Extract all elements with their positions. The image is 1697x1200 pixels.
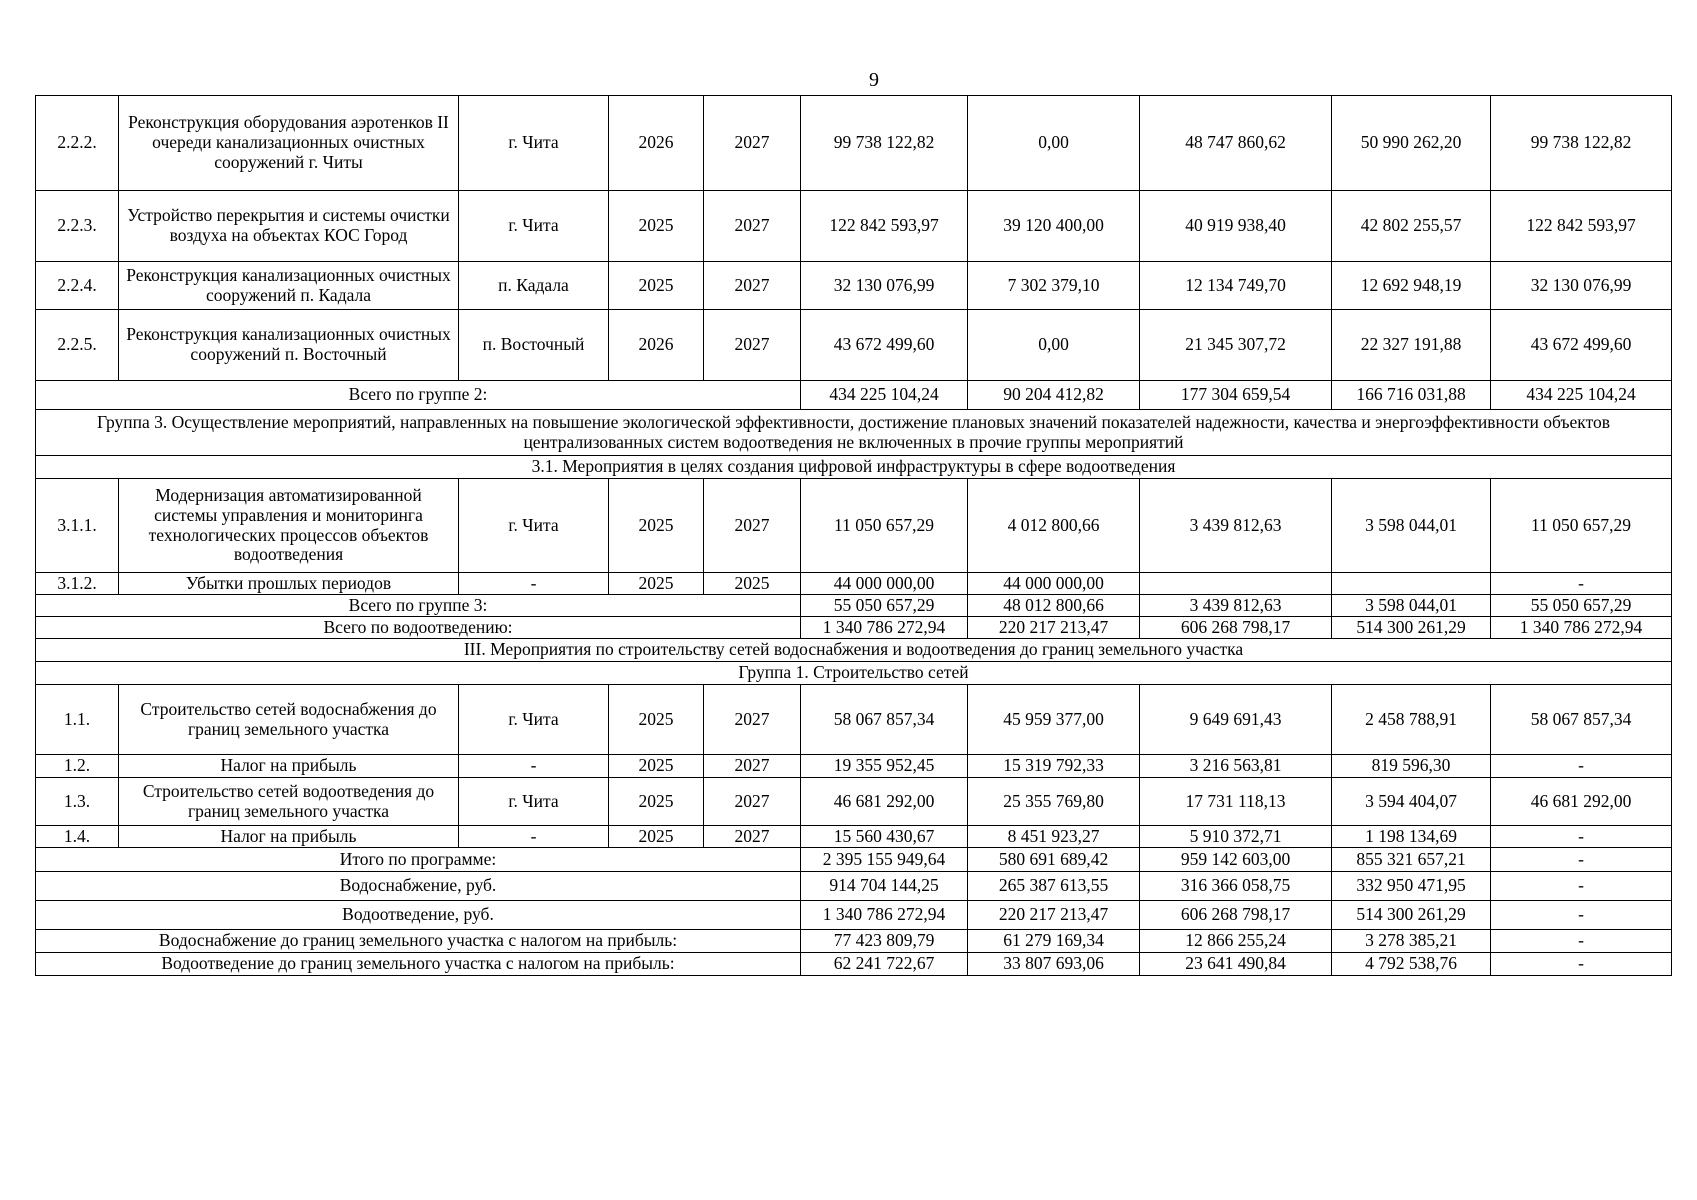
row-end-year: 2027 <box>704 262 801 310</box>
summary-2026: 316 366 058,75 <box>1140 872 1332 901</box>
row-last: 58 067 857,34 <box>1491 685 1672 755</box>
row-2026: 40 919 938,40 <box>1140 191 1332 262</box>
row-start-year: 2025 <box>609 755 704 778</box>
row-2026: 21 345 307,72 <box>1140 310 1332 381</box>
group-total-2026: 3 439 812,63 <box>1140 595 1332 617</box>
group-total-2026: 177 304 659,54 <box>1140 381 1332 410</box>
row-last: 122 842 593,97 <box>1491 191 1672 262</box>
summary-label: Водоотведение до границ земельного участка с налогом на прибыль: <box>36 953 801 976</box>
summary-row <box>36 872 1672 901</box>
row-start-year: 2025 <box>609 262 704 310</box>
row-last: - <box>1491 755 1672 778</box>
row-2026: 12 134 749,70 <box>1140 262 1332 310</box>
row-total: 15 560 430,67 <box>801 826 968 848</box>
row-2027: 3 594 404,07 <box>1332 778 1491 826</box>
row-2025: 44 000 000,00 <box>968 573 1140 595</box>
row-total: 44 000 000,00 <box>801 573 968 595</box>
row-total: 32 130 076,99 <box>801 262 968 310</box>
row-2027: 1 198 134,69 <box>1332 826 1491 848</box>
row-2027: 22 327 191,88 <box>1332 310 1491 381</box>
group-total-2027: 166 716 031,88 <box>1332 381 1491 410</box>
row-name: Устройство перекрытия и системы очистки воздуха на объектах КОС Город <box>119 191 459 262</box>
summary-row <box>36 953 1672 976</box>
row-total: 99 738 122,82 <box>801 96 968 191</box>
row-start-year: 2025 <box>609 573 704 595</box>
summary-total: 1 340 786 272,94 <box>801 901 968 930</box>
row-2027: 12 692 948,19 <box>1332 262 1491 310</box>
row-2026: 9 649 691,43 <box>1140 685 1332 755</box>
row-2025: 15 319 792,33 <box>968 755 1140 778</box>
row-name: Убытки прошлых периодов <box>119 573 459 595</box>
row-end-year: 2025 <box>704 573 801 595</box>
row-number: 2.2.4. <box>36 262 119 310</box>
row-2026: 48 747 860,62 <box>1140 96 1332 191</box>
wastewater-total-2027: 514 300 261,29 <box>1332 617 1491 639</box>
row-number: 3.1.2. <box>36 573 119 595</box>
summary-2025: 580 691 689,42 <box>968 848 1140 872</box>
row-2025: 25 355 769,80 <box>968 778 1140 826</box>
group-total-last: 434 225 104,24 <box>1491 381 1672 410</box>
group-total-2027: 3 598 044,01 <box>1332 595 1491 617</box>
row-location: г. Чита <box>459 685 609 755</box>
row-number: 1.4. <box>36 826 119 848</box>
row-name: Налог на прибыль <box>119 826 459 848</box>
row-end-year: 2027 <box>704 479 801 573</box>
group-header-row <box>36 410 1672 456</box>
summary-row <box>36 930 1672 953</box>
row-number: 2.2.5. <box>36 310 119 381</box>
row-2025: 45 959 377,00 <box>968 685 1140 755</box>
row-location: г. Чита <box>459 778 609 826</box>
row-last: 99 738 122,82 <box>1491 96 1672 191</box>
row-start-year: 2025 <box>609 191 704 262</box>
row-end-year: 2027 <box>704 310 801 381</box>
row-total: 43 672 499,60 <box>801 310 968 381</box>
table-row <box>36 573 1672 595</box>
row-number: 1.1. <box>36 685 119 755</box>
summary-2027: 514 300 261,29 <box>1332 901 1491 930</box>
section-header-row <box>36 639 1672 662</box>
row-start-year: 2025 <box>609 778 704 826</box>
table-row <box>36 191 1672 262</box>
summary-2025: 265 387 613,55 <box>968 872 1140 901</box>
row-2027: 819 596,30 <box>1332 755 1491 778</box>
row-2026: 3 439 812,63 <box>1140 479 1332 573</box>
summary-2026: 12 866 255,24 <box>1140 930 1332 953</box>
table-row <box>36 826 1672 848</box>
row-last: 11 050 657,29 <box>1491 479 1672 573</box>
row-2025: 7 302 379,10 <box>968 262 1140 310</box>
row-end-year: 2027 <box>704 685 801 755</box>
summary-last: - <box>1491 953 1672 976</box>
wastewater-total-2026: 606 268 798,17 <box>1140 617 1332 639</box>
table-row <box>36 479 1672 573</box>
row-location: г. Чита <box>459 479 609 573</box>
row-number: 1.3. <box>36 778 119 826</box>
program-table <box>35 95 1672 976</box>
row-start-year: 2026 <box>609 96 704 191</box>
summary-2025: 33 807 693,06 <box>968 953 1140 976</box>
wastewater-total-total: 1 340 786 272,94 <box>801 617 968 639</box>
summary-2026: 606 268 798,17 <box>1140 901 1332 930</box>
group-total-2025: 48 012 800,66 <box>968 595 1140 617</box>
table-row <box>36 778 1672 826</box>
group-total-label: Всего по группе 3: <box>36 595 801 617</box>
row-location: г. Чита <box>459 191 609 262</box>
group-total-label: Всего по группе 2: <box>36 381 801 410</box>
group-total-2025: 90 204 412,82 <box>968 381 1140 410</box>
subgroup-header-row <box>36 456 1672 479</box>
row-total: 122 842 593,97 <box>801 191 968 262</box>
summary-total: 77 423 809,79 <box>801 930 968 953</box>
row-end-year: 2027 <box>704 826 801 848</box>
summary-last: - <box>1491 930 1672 953</box>
row-last: 32 130 076,99 <box>1491 262 1672 310</box>
row-total: 58 067 857,34 <box>801 685 968 755</box>
row-2026 <box>1140 573 1332 595</box>
section3-header: III. Мероприятия по строительству сетей водоснабжения и водоотведения до границ земельного участка <box>36 639 1672 662</box>
subgroup31-header: 3.1. Мероприятия в целях создания цифровой инфраструктуры в сфере водоотведения <box>36 456 1672 479</box>
row-end-year: 2027 <box>704 755 801 778</box>
row-2027 <box>1332 573 1491 595</box>
group-total-row <box>36 381 1672 410</box>
wastewater-total-2025: 220 217 213,47 <box>968 617 1140 639</box>
table-row <box>36 685 1672 755</box>
row-2026: 3 216 563,81 <box>1140 755 1332 778</box>
row-total: 46 681 292,00 <box>801 778 968 826</box>
summary-2025: 61 279 169,34 <box>968 930 1140 953</box>
row-name: Строительство сетей водоснабжения до границ земельного участка <box>119 685 459 755</box>
row-2025: 4 012 800,66 <box>968 479 1140 573</box>
row-start-year: 2025 <box>609 685 704 755</box>
group-header-row <box>36 662 1672 685</box>
summary-last: - <box>1491 872 1672 901</box>
summary-label: Итого по программе: <box>36 848 801 872</box>
summary-total: 62 241 722,67 <box>801 953 968 976</box>
row-start-year: 2025 <box>609 479 704 573</box>
group1-header: Группа 1. Строительство сетей <box>36 662 1672 685</box>
row-total: 19 355 952,45 <box>801 755 968 778</box>
table-row <box>36 96 1672 191</box>
row-last: - <box>1491 826 1672 848</box>
row-number: 3.1.1. <box>36 479 119 573</box>
group3-header: Группа 3. Осуществление мероприятий, направленных на повышение экологической эффективности, достижение плановых значений показателей надежности, качества и энергоэффективности объектов централизованных систем водоотведения не включенных в прочие группы мероприятий <box>36 410 1672 456</box>
row-location: п. Восточный <box>459 310 609 381</box>
row-2026: 17 731 118,13 <box>1140 778 1332 826</box>
page-number: 9 <box>869 69 879 91</box>
group-total-total: 434 225 104,24 <box>801 381 968 410</box>
summary-2026: 23 641 490,84 <box>1140 953 1332 976</box>
row-2025: 39 120 400,00 <box>968 191 1140 262</box>
summary-2027: 855 321 657,21 <box>1332 848 1491 872</box>
row-location: г. Чита <box>459 96 609 191</box>
row-number: 2.2.2. <box>36 96 119 191</box>
summary-label: Водоотведение, руб. <box>36 901 801 930</box>
row-2027: 50 990 262,20 <box>1332 96 1491 191</box>
table-row <box>36 310 1672 381</box>
summary-2027: 3 278 385,21 <box>1332 930 1491 953</box>
row-end-year: 2027 <box>704 96 801 191</box>
row-2025: 8 451 923,27 <box>968 826 1140 848</box>
row-2026: 5 910 372,71 <box>1140 826 1332 848</box>
summary-row <box>36 901 1672 930</box>
row-end-year: 2027 <box>704 778 801 826</box>
row-location: - <box>459 573 609 595</box>
row-start-year: 2026 <box>609 310 704 381</box>
row-name: Реконструкция оборудования аэротенков II очереди канализационных очистных сооружений г. Читы <box>119 96 459 191</box>
summary-label: Водоснабжение до границ земельного участка с налогом на прибыль: <box>36 930 801 953</box>
row-last: 43 672 499,60 <box>1491 310 1672 381</box>
row-total: 11 050 657,29 <box>801 479 968 573</box>
row-2027: 2 458 788,91 <box>1332 685 1491 755</box>
row-last: - <box>1491 573 1672 595</box>
wastewater-total-row <box>36 617 1672 639</box>
summary-2026: 959 142 603,00 <box>1140 848 1332 872</box>
group-total-last: 55 050 657,29 <box>1491 595 1672 617</box>
row-2027: 3 598 044,01 <box>1332 479 1491 573</box>
group-total-row <box>36 595 1672 617</box>
row-name: Налог на прибыль <box>119 755 459 778</box>
summary-2027: 4 792 538,76 <box>1332 953 1491 976</box>
table-row <box>36 755 1672 778</box>
summary-total: 2 395 155 949,64 <box>801 848 968 872</box>
row-2025: 0,00 <box>968 310 1140 381</box>
summary-last: - <box>1491 848 1672 872</box>
row-name: Реконструкция канализационных очистных сооружений п. Кадала <box>119 262 459 310</box>
wastewater-total-label: Всего по водоотведению: <box>36 617 801 639</box>
row-number: 2.2.3. <box>36 191 119 262</box>
row-end-year: 2027 <box>704 191 801 262</box>
row-2025: 0,00 <box>968 96 1140 191</box>
summary-row <box>36 848 1672 872</box>
wastewater-total-last: 1 340 786 272,94 <box>1491 617 1672 639</box>
row-name: Модернизация автоматизированной системы управления и мониторинга технологических процессов объектов водоотведения <box>119 479 459 573</box>
row-location: - <box>459 826 609 848</box>
row-last: 46 681 292,00 <box>1491 778 1672 826</box>
summary-2027: 332 950 471,95 <box>1332 872 1491 901</box>
row-location: - <box>459 755 609 778</box>
row-2027: 42 802 255,57 <box>1332 191 1491 262</box>
row-number: 1.2. <box>36 755 119 778</box>
summary-2025: 220 217 213,47 <box>968 901 1140 930</box>
row-location: п. Кадала <box>459 262 609 310</box>
row-name: Реконструкция канализационных очистных сооружений п. Восточный <box>119 310 459 381</box>
summary-total: 914 704 144,25 <box>801 872 968 901</box>
row-name: Строительство сетей водоотведения до границ земельного участка <box>119 778 459 826</box>
summary-label: Водоснабжение, руб. <box>36 872 801 901</box>
summary-last: - <box>1491 901 1672 930</box>
row-start-year: 2025 <box>609 826 704 848</box>
group-total-total: 55 050 657,29 <box>801 595 968 617</box>
table-row <box>36 262 1672 310</box>
